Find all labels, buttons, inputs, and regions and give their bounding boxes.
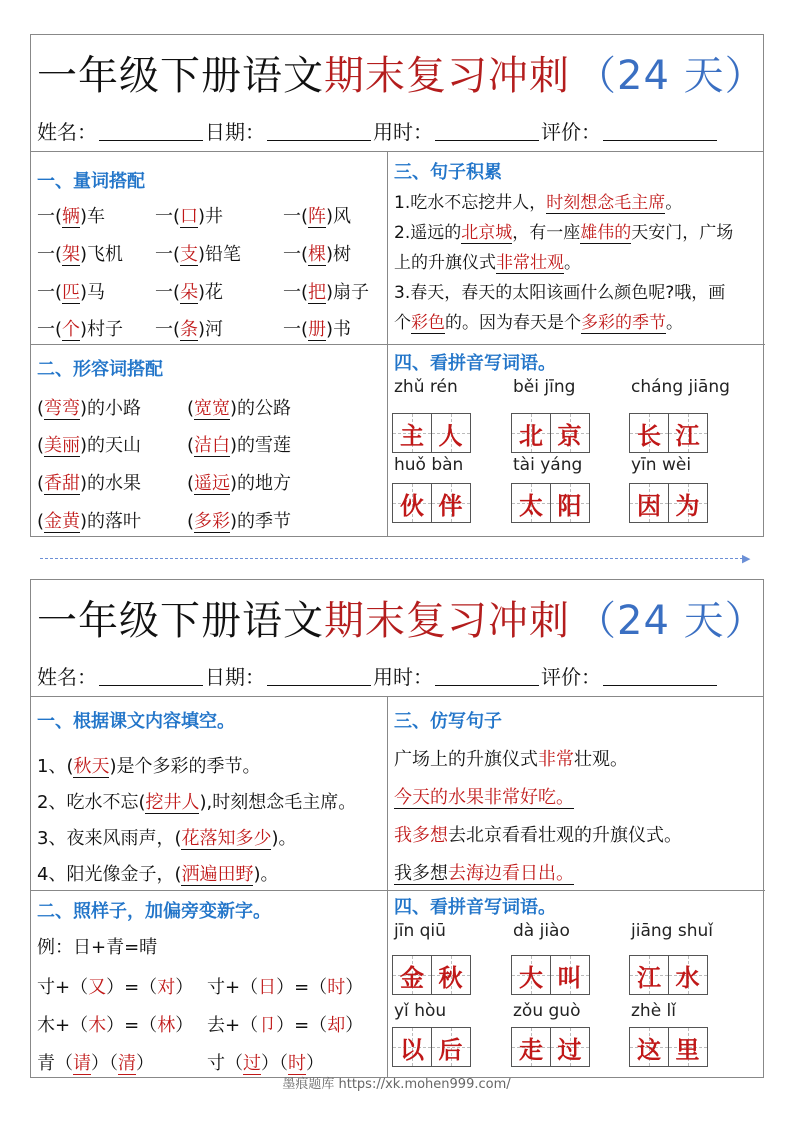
title-grade: 一年级下册语文 <box>37 53 324 99</box>
radical-item <box>207 1011 363 1037</box>
sentence-fragment: 广场上的升旗仪式 <box>394 749 538 770</box>
suffix: )的水果 <box>80 473 142 494</box>
character: 太 <box>519 491 543 520</box>
tianzige-box[interactable] <box>392 483 469 523</box>
tianzige-box[interactable] <box>629 483 706 523</box>
arrow-right-icon: ▶ <box>742 552 751 565</box>
worksheet-title <box>31 580 766 655</box>
measure-word-item <box>37 240 123 266</box>
answer: 朵 <box>180 282 199 303</box>
adjective-item <box>37 469 141 495</box>
prefix: 一( <box>155 282 181 303</box>
sentence-fragment: 天安门，广场 <box>631 223 734 243</box>
tianzige-cell[interactable] <box>550 955 590 995</box>
text: ） <box>175 977 194 998</box>
character: 后 <box>438 1035 463 1064</box>
measure-word-item <box>155 202 223 228</box>
prefix: ( <box>37 473 45 494</box>
prefix: 一( <box>37 244 63 265</box>
sentence-fragment: 非常 <box>538 749 574 770</box>
sentence-fragment: 壮观。 <box>574 749 628 770</box>
text: 木+（ <box>37 1015 89 1036</box>
sentence-fragment: )是个多彩的季节。 <box>109 756 261 777</box>
worksheet-title <box>31 35 766 110</box>
student-info-row <box>31 655 763 697</box>
prefix: ( <box>187 398 195 419</box>
text: ）（ <box>91 1053 118 1074</box>
suffix: )飞机 <box>80 244 124 265</box>
adjective-item <box>187 507 291 533</box>
measure-word-item <box>155 278 223 304</box>
tianzige-cell[interactable] <box>629 483 669 523</box>
prefix: ( <box>37 511 45 532</box>
sentence-fragment: 多彩的季节 <box>581 313 666 333</box>
suffix: )的地方 <box>230 473 292 494</box>
footer-watermark: 墨痕题库 https://xk.mohen999.com/ <box>282 1077 511 1092</box>
answer-sentence <box>394 859 574 885</box>
suffix: )扇子 <box>326 282 370 303</box>
measure-word-item <box>37 278 105 304</box>
time-blank[interactable] <box>435 666 539 686</box>
sentence-fragment: ),时刻想念毛主席。 <box>199 792 357 813</box>
pinyin-label: běi jīng <box>513 377 576 397</box>
tianzige-cell[interactable] <box>431 483 471 523</box>
fill-line <box>37 752 261 778</box>
tianzige-cell[interactable] <box>392 413 432 453</box>
sentence-fragment: 2、吃水不忘( <box>37 792 146 813</box>
answer: 清 <box>118 1053 136 1074</box>
section-measure-words <box>31 152 388 345</box>
measure-word-item <box>37 315 123 341</box>
sentence-fragment: 上的升旗仪式 <box>394 253 496 273</box>
sentence-fragment: 去北京看看壮观的升旗仪式。 <box>448 825 682 846</box>
section-fill-in <box>31 697 388 891</box>
sentence-fragment: 。 <box>564 253 581 273</box>
text: 寸+（ <box>37 977 89 998</box>
text: ） <box>345 977 364 998</box>
section-heading: 三、句子积累 <box>394 162 502 183</box>
text: 去+（ <box>207 1015 259 1036</box>
character: 里 <box>675 1035 700 1064</box>
measure-word-item <box>155 240 241 266</box>
character: 大 <box>519 963 543 992</box>
section-heading: 四、看拼音写词语。 <box>394 353 556 374</box>
sentence-fragment: 洒遍田野 <box>181 864 254 885</box>
answer-sentence <box>394 783 574 809</box>
suffix: )井 <box>198 206 224 227</box>
answer: 把 <box>308 282 327 303</box>
time-blank[interactable] <box>435 121 539 141</box>
measure-word-item <box>283 278 369 304</box>
sentence-fragment: 挖井人 <box>145 792 200 813</box>
pinyin-label: huǒ bàn <box>394 455 464 475</box>
answer: 美丽 <box>44 435 81 456</box>
answer: 辆 <box>62 206 81 227</box>
pinyin-label: zhǔ rén <box>394 377 458 397</box>
character: 伴 <box>438 491 463 520</box>
character: 人 <box>438 421 463 450</box>
tianzige-box[interactable] <box>629 955 706 995</box>
radical-item <box>207 973 363 999</box>
character: 伙 <box>400 491 424 520</box>
character: 为 <box>675 491 700 520</box>
sentence-fragment: ，有一座 <box>512 223 581 243</box>
title-days: （24 天） <box>576 598 766 644</box>
tianzige-cell[interactable] <box>511 413 551 453</box>
tianzige-box[interactable] <box>392 955 469 995</box>
character: 走 <box>519 1035 543 1064</box>
eval-label: 评价： <box>541 665 601 689</box>
measure-word-item <box>283 202 351 228</box>
tianzige-cell[interactable] <box>629 413 669 453</box>
radical-item <box>37 1049 154 1075</box>
text: ）（ <box>261 1053 288 1074</box>
answer: 匹 <box>62 282 81 303</box>
eval-blank[interactable] <box>603 121 717 141</box>
tianzige-cell[interactable] <box>668 413 708 453</box>
measure-word-item <box>155 315 223 341</box>
tianzige-cell[interactable] <box>668 1027 708 1067</box>
tianzige-box[interactable] <box>511 955 588 995</box>
tianzige-cell[interactable] <box>392 955 432 995</box>
fill-line <box>37 824 297 850</box>
answer: 条 <box>180 319 199 340</box>
tianzige-cell[interactable] <box>392 1027 432 1067</box>
sentence-fragment: 时刻想念毛主席 <box>546 193 666 213</box>
sentence-fragment: 北京城 <box>461 223 513 243</box>
tianzige-cell[interactable] <box>629 955 669 995</box>
cut-line <box>40 558 748 559</box>
section-radicals <box>31 891 388 1078</box>
time-label: 用时： <box>373 665 433 689</box>
sentence-fragment: )。 <box>253 864 279 885</box>
pinyin-label: cháng jiāng <box>631 377 730 397</box>
sentence-fragment: 我多想 <box>394 863 448 884</box>
section-heading: 三、仿写句子 <box>394 711 502 732</box>
radical-item <box>37 1011 193 1037</box>
sentence-fragment: )。 <box>271 828 297 849</box>
text: ） <box>345 1015 364 1036</box>
text: ） <box>175 1015 194 1036</box>
adjective-item <box>37 431 141 457</box>
text: ） <box>136 1053 154 1074</box>
pinyin-label: dà jiào <box>513 921 570 941</box>
answer: 木 <box>88 1015 107 1036</box>
tianzige-cell[interactable] <box>629 1027 669 1067</box>
name-label: 姓名： <box>37 665 97 689</box>
prefix: 一( <box>37 206 63 227</box>
sentence-fragment: 非常壮观 <box>496 253 564 273</box>
measure-word-item <box>283 315 351 341</box>
sentence-fragment: 1、( <box>37 756 74 777</box>
sentence-line <box>394 248 581 273</box>
answer: 又 <box>88 977 107 998</box>
prefix: 一( <box>283 244 309 265</box>
section-adjectives <box>31 345 388 536</box>
prefix: 一( <box>155 319 181 340</box>
title-days: （24 天） <box>576 53 766 99</box>
suffix: )铅笔 <box>198 244 242 265</box>
text: 寸（ <box>207 1053 243 1074</box>
suffix: )马 <box>80 282 106 303</box>
fill-line <box>37 860 279 886</box>
tianzige-cell[interactable] <box>550 1027 590 1067</box>
text: 青（ <box>37 1053 73 1074</box>
answer: 时 <box>327 977 346 998</box>
tianzige-box[interactable] <box>392 413 469 453</box>
character: 主 <box>400 421 424 450</box>
suffix: )村子 <box>80 319 124 340</box>
tianzige-box[interactable] <box>511 483 588 523</box>
answer: 请 <box>73 1053 91 1074</box>
prefix: 一( <box>155 206 181 227</box>
tianzige-cell[interactable] <box>668 955 708 995</box>
character: 长 <box>637 421 661 450</box>
tianzige-box[interactable] <box>511 1027 588 1067</box>
time-label: 用时： <box>373 120 433 144</box>
answer: 时 <box>288 1053 306 1074</box>
measure-word-item <box>37 202 105 228</box>
sentence-line <box>394 188 682 213</box>
sentence-line <box>394 308 683 333</box>
sentence-fragment: 。 <box>666 313 683 333</box>
answer: 弯弯 <box>44 398 81 419</box>
worksheet-1 <box>30 34 764 537</box>
answer: 阵 <box>308 206 327 227</box>
sentence-fragment: 我多想 <box>394 825 448 846</box>
character: 过 <box>557 1035 582 1064</box>
answer: 架 <box>62 244 81 265</box>
eval-blank[interactable] <box>603 666 717 686</box>
character: 以 <box>400 1035 424 1064</box>
pinyin-label: zǒu guò <box>513 1001 581 1021</box>
character: 因 <box>637 491 661 520</box>
tianzige-box[interactable] <box>511 413 588 453</box>
prefix: 一( <box>37 282 63 303</box>
sentence-line <box>394 278 725 303</box>
character: 秋 <box>438 963 463 992</box>
sentence-fragment: 去海边看日出。 <box>448 863 574 884</box>
tianzige-cell[interactable] <box>431 955 471 995</box>
prefix: 一( <box>283 282 309 303</box>
sentence-fragment: 1.吃水不忘挖井人， <box>394 193 547 213</box>
adjective-item <box>37 507 141 533</box>
sentence-fragment: 4、阳光像金子，( <box>37 864 182 885</box>
prefix: ( <box>187 473 195 494</box>
fill-line <box>37 788 356 814</box>
model-sentence <box>394 821 682 847</box>
section-heading: 一、量词搭配 <box>37 171 145 192</box>
adjective-item <box>187 431 291 457</box>
text: ）=（ <box>276 1015 328 1036</box>
sentence-fragment: 的。因为春天是个 <box>445 313 581 333</box>
sentence-fragment: 2.遥远的 <box>394 223 462 243</box>
pinyin-label: jīn qiū <box>394 921 446 941</box>
character: 江 <box>675 421 700 450</box>
section-heading: 二、形容词搭配 <box>37 359 163 380</box>
radical-item <box>207 1049 324 1075</box>
prefix: 一( <box>37 319 63 340</box>
tianzige-box[interactable] <box>392 1027 469 1067</box>
section-pinyin <box>388 345 765 536</box>
name-label: 姓名： <box>37 120 97 144</box>
character: 金 <box>400 963 424 992</box>
text: ） <box>306 1053 324 1074</box>
eval-label: 评价： <box>541 120 601 144</box>
answer: 遥远 <box>194 473 231 494</box>
sentence-fragment: 花落知多少 <box>181 828 272 849</box>
suffix: )河 <box>198 319 224 340</box>
date-blank[interactable] <box>267 121 371 141</box>
sentence-fragment: 雄伟的 <box>580 223 632 243</box>
pinyin-label: tài yáng <box>513 455 583 475</box>
answer: 洁白 <box>194 435 231 456</box>
title-grade: 一年级下册语文 <box>37 598 324 644</box>
adjective-item <box>187 394 291 420</box>
sentence-fragment: 3、夜来风雨声，( <box>37 828 182 849</box>
section-pinyin <box>388 891 765 1078</box>
prefix: 一( <box>283 319 309 340</box>
answer: 卩 <box>258 1015 277 1036</box>
answer: 个 <box>62 319 81 340</box>
suffix: )的季节 <box>230 511 292 532</box>
prefix: 一( <box>155 244 181 265</box>
section-imitate-sentences <box>388 697 765 891</box>
suffix: )花 <box>198 282 224 303</box>
tianzige-cell[interactable] <box>511 483 551 523</box>
suffix: )书 <box>326 319 352 340</box>
prefix: ( <box>187 435 195 456</box>
tianzige-cell[interactable] <box>392 483 432 523</box>
tianzige-cell[interactable] <box>431 413 471 453</box>
answer: 支 <box>180 244 199 265</box>
section-heading: 二、照样子，加偏旁变新字。 <box>37 901 271 922</box>
tianzige-cell[interactable] <box>550 413 590 453</box>
section-heading: 四、看拼音写词语。 <box>394 897 556 918</box>
prefix: ( <box>37 435 45 456</box>
date-label: 日期： <box>205 665 265 689</box>
sentence-fragment: 今天的水果非常好吃。 <box>394 787 574 808</box>
tianzige-box[interactable] <box>629 413 706 453</box>
name-blank[interactable] <box>99 121 203 141</box>
character: 这 <box>637 1035 661 1064</box>
sentence-fragment: 。 <box>665 193 683 213</box>
text: ）=（ <box>106 1015 158 1036</box>
suffix: )的落叶 <box>80 511 142 532</box>
worksheet-2 <box>30 579 764 1078</box>
tianzige-cell[interactable] <box>550 483 590 523</box>
answer: 对 <box>157 977 176 998</box>
suffix: )风 <box>326 206 352 227</box>
measure-word-item <box>283 240 351 266</box>
adjective-item <box>37 394 141 420</box>
tianzige-cell[interactable] <box>511 1027 551 1067</box>
character: 江 <box>637 963 661 992</box>
adjective-item <box>187 469 291 495</box>
text: ）=（ <box>276 977 328 998</box>
student-info-row <box>31 110 763 152</box>
tianzige-cell[interactable] <box>431 1027 471 1067</box>
answer: 日 <box>258 977 277 998</box>
section-heading: 一、根据课文内容填空。 <box>37 711 235 732</box>
answer: 过 <box>243 1053 261 1074</box>
date-label: 日期： <box>205 120 265 144</box>
title-topic: 期末复习冲刺 <box>324 53 570 99</box>
suffix: )车 <box>80 206 106 227</box>
title-topic: 期末复习冲刺 <box>324 598 570 644</box>
prefix: ( <box>37 398 45 419</box>
tianzige-box[interactable] <box>629 1027 706 1067</box>
pinyin-label: yǐ hòu <box>394 1001 447 1021</box>
answer: 金黄 <box>44 511 81 532</box>
suffix: )的小路 <box>80 398 142 419</box>
sentence-fragment: 3.春天，春天的太阳该画什么颜色呢?哦，画 <box>394 283 726 303</box>
example-line: 例：日+青=晴 <box>37 937 158 958</box>
sentence-fragment: 个 <box>394 313 411 333</box>
answer: 林 <box>157 1015 176 1036</box>
answer: 棵 <box>308 244 327 265</box>
suffix: )的天山 <box>80 435 142 456</box>
answer: 宽宽 <box>194 398 231 419</box>
character: 北 <box>519 421 543 450</box>
name-blank[interactable] <box>99 666 203 686</box>
suffix: )的公路 <box>230 398 292 419</box>
text: 寸+（ <box>207 977 259 998</box>
tianzige-cell[interactable] <box>668 483 708 523</box>
tianzige-cell[interactable] <box>511 955 551 995</box>
answer: 香甜 <box>44 473 81 494</box>
sentence-fragment: 彩色 <box>411 313 445 333</box>
model-sentence <box>394 745 628 771</box>
character: 京 <box>557 421 582 450</box>
section-sentences <box>388 152 765 345</box>
date-blank[interactable] <box>267 666 371 686</box>
answer: 却 <box>327 1015 346 1036</box>
character: 叫 <box>557 963 582 992</box>
answer: 多彩 <box>194 511 231 532</box>
prefix: ( <box>187 511 195 532</box>
pinyin-label: jiāng shuǐ <box>631 921 713 941</box>
radical-item <box>37 973 193 999</box>
pinyin-label: zhè lǐ <box>631 1001 677 1021</box>
suffix: )树 <box>326 244 352 265</box>
answer: 口 <box>180 206 199 227</box>
sentence-line <box>394 218 733 243</box>
character: 阳 <box>557 491 582 520</box>
character: 水 <box>675 963 700 992</box>
answer: 册 <box>308 319 327 340</box>
text: ）=（ <box>106 977 158 998</box>
sentence-fragment: 秋天 <box>73 756 110 777</box>
suffix: )的雪莲 <box>230 435 292 456</box>
pinyin-label: yīn wèi <box>631 455 692 475</box>
prefix: 一( <box>283 206 309 227</box>
